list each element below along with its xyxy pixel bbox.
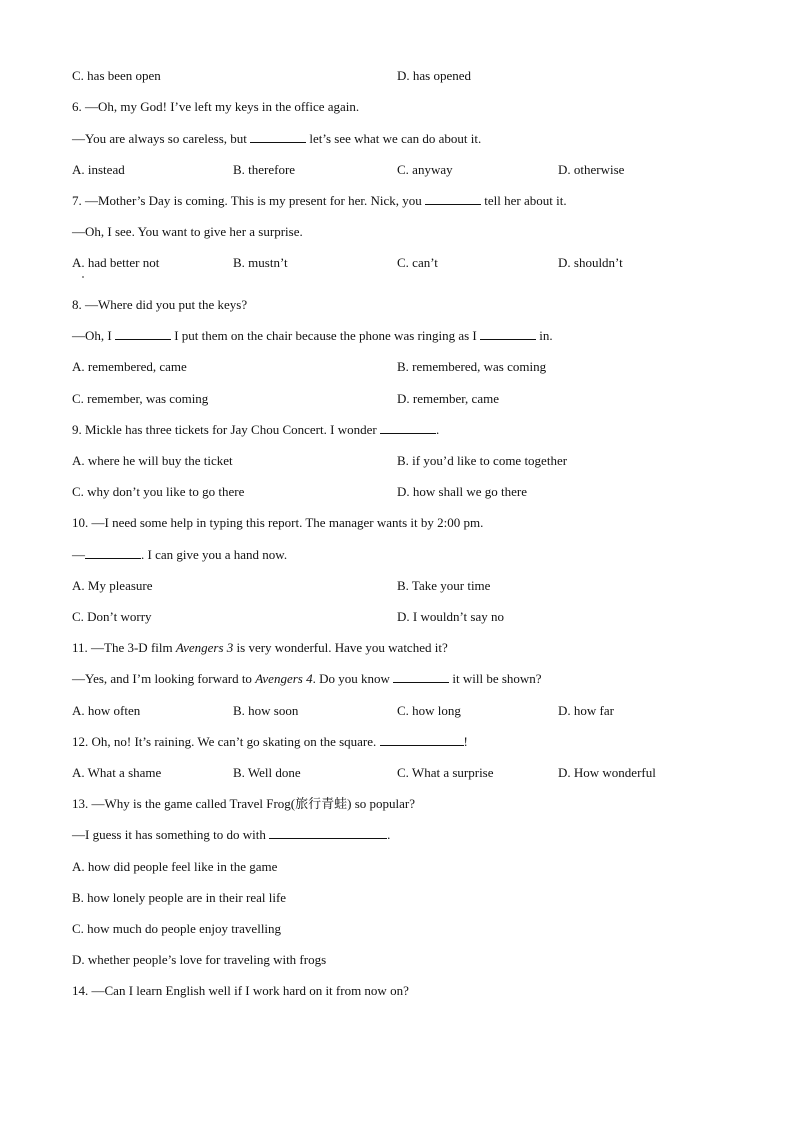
- q12-option-d: D. How wonderful: [558, 765, 656, 780]
- q8-reply-text-1: —Oh, I: [72, 328, 115, 343]
- answer-blank: [380, 421, 436, 434]
- q7-stem-text-after: tell her about it.: [481, 193, 567, 208]
- question-9-options-row-2: [72, 483, 752, 501]
- q6-option-d: D. otherwise: [558, 162, 625, 177]
- answer-blank: [380, 733, 464, 746]
- q11-reply-text-before: —Yes, and I’m looking forward to: [72, 671, 256, 686]
- question-6-reply: [72, 130, 752, 148]
- q13-reply-text-before: —I guess it has something to do with: [72, 827, 270, 842]
- q7-stem-text-before: 7. —Mother’s Day is coming. This is my present for her. Nick, you: [72, 193, 426, 208]
- q8-option-d: D. remember, came: [397, 391, 499, 406]
- q10-option-a: A. My pleasure: [72, 578, 153, 593]
- question-10-options-row-1: [72, 577, 752, 595]
- q13-option-a: A. how did people feel like in the game: [72, 859, 278, 874]
- question-7-reply: —Oh, I see. You want to give her a surprise.: [72, 224, 303, 239]
- q6-option-a: A. instead: [72, 162, 125, 177]
- question-8-options-row-1: [72, 358, 752, 376]
- q8-reply-text-2: I put them on the chair because the phone was ringing as I: [170, 328, 480, 343]
- q11-option-b: B. how soon: [233, 703, 299, 718]
- q12-option-c: C. What a surprise: [397, 765, 494, 780]
- q7-option-c: C. can’t: [397, 255, 438, 270]
- q11-option-d: D. how far: [558, 703, 614, 718]
- q10-option-c: C. Don’t worry: [72, 609, 152, 624]
- answer-blank: [425, 192, 481, 205]
- q11-reply-text-mid: . Do you know: [312, 671, 394, 686]
- q12-stem-text-before: 12. Oh, no! It’s raining. We can’t go skating on the square.: [72, 734, 380, 749]
- q8-reply-text-3: in.: [536, 328, 553, 343]
- q5-option-d: D. has opened: [397, 68, 472, 83]
- question-9-stem: [72, 421, 752, 439]
- q5-option-c: C. has been open: [72, 68, 161, 83]
- q6-option-b: B. therefore: [233, 162, 296, 177]
- q10-reply-text-after: . I can give you a hand now.: [141, 547, 288, 562]
- q9-option-b: B. if you’d like to come together: [397, 453, 568, 468]
- q11-option-c: C. how long: [397, 703, 461, 718]
- q6-reply-text-before: —You are always so careless, but: [72, 131, 251, 146]
- q10-reply-dash: —: [72, 547, 85, 562]
- question-14-stem: 14. —Can I learn English well if I work hard on it from now on?: [72, 983, 409, 998]
- q12-stem-text-after: !: [463, 734, 468, 749]
- question-13-stem: 13. —Why is the game called Travel Frog(旅行青蛙) so popular?: [72, 796, 415, 811]
- q10-option-b: B. Take your time: [397, 578, 491, 593]
- question-11-options-row: [72, 702, 752, 720]
- question-13-reply: [72, 826, 752, 844]
- film-title: Avengers 3: [175, 640, 234, 655]
- q7-option-b: B. mustn’t: [233, 255, 288, 270]
- question-8-reply: [72, 327, 752, 345]
- q8-option-b: B. remembered, was coming: [397, 359, 547, 374]
- question-8-options-row-2: [72, 390, 752, 408]
- q6-option-c: C. anyway: [397, 162, 453, 177]
- q13-option-d: D. whether people’s love for traveling with frogs: [72, 952, 327, 967]
- answer-blank: [480, 327, 536, 340]
- question-11-stem: [72, 639, 752, 657]
- answer-blank: [115, 327, 171, 340]
- q11-stem-text-before: 11. —The 3-D film: [72, 640, 176, 655]
- q9-stem-text-before: 9. Mickle has three tickets for Jay Chou Concert. I wonder: [72, 422, 380, 437]
- q9-option-a: A. where he will buy the ticket: [72, 453, 233, 468]
- q10-option-d: D. I wouldn’t say no: [397, 609, 505, 624]
- question-10-reply: [72, 546, 752, 564]
- question-6-stem: 6. —Oh, my God! I’ve left my keys in the office again.: [72, 99, 360, 114]
- q11-option-a: A. how often: [72, 703, 141, 718]
- question-9-options-row-1: [72, 452, 752, 470]
- q8-option-c: C. remember, was coming: [72, 391, 209, 406]
- question-12-stem: [72, 733, 752, 751]
- question-10-options-row-2: [72, 608, 752, 626]
- question-8-stem: 8. —Where did you put the keys?: [72, 297, 248, 312]
- q13-option-b: B. how lonely people are in their real life: [72, 890, 287, 905]
- q9-option-d: D. how shall we go there: [397, 484, 527, 499]
- q9-option-c: C. why don’t you like to go there: [72, 484, 245, 499]
- question-5-options-row: [72, 67, 752, 85]
- answer-blank: [85, 546, 141, 559]
- stray-mark: [82, 276, 84, 278]
- question-10-stem: 10. —I need some help in typing this report. The manager wants it by 2:00 pm.: [72, 515, 484, 530]
- q8-option-a: A. remembered, came: [72, 359, 187, 374]
- q7-option-d: D. shouldn’t: [558, 255, 623, 270]
- q13-reply-text-after: .: [387, 827, 391, 842]
- film-title: Avengers 4: [255, 671, 313, 686]
- question-6-options-row: [72, 161, 752, 179]
- q12-option-a: A. What a shame: [72, 765, 162, 780]
- q13-option-c: C. how much do people enjoy travelling: [72, 921, 282, 936]
- question-12-options-row: [72, 764, 752, 782]
- q7-option-a: A. had better not: [72, 255, 160, 270]
- q12-option-b: B. Well done: [233, 765, 301, 780]
- answer-blank: [393, 670, 449, 683]
- q11-reply-text-after: it will be shown?: [449, 671, 542, 686]
- question-7-stem: [72, 192, 752, 210]
- q9-stem-text-after: .: [435, 422, 440, 437]
- q11-stem-text-after: is very wonderful. Have you watched it?: [233, 640, 448, 655]
- q6-reply-text-after: let’s see what we can do about it.: [306, 131, 482, 146]
- answer-blank: [250, 130, 306, 143]
- question-7-options-row: [72, 254, 752, 272]
- question-11-reply: [72, 670, 752, 688]
- answer-blank: [269, 826, 387, 839]
